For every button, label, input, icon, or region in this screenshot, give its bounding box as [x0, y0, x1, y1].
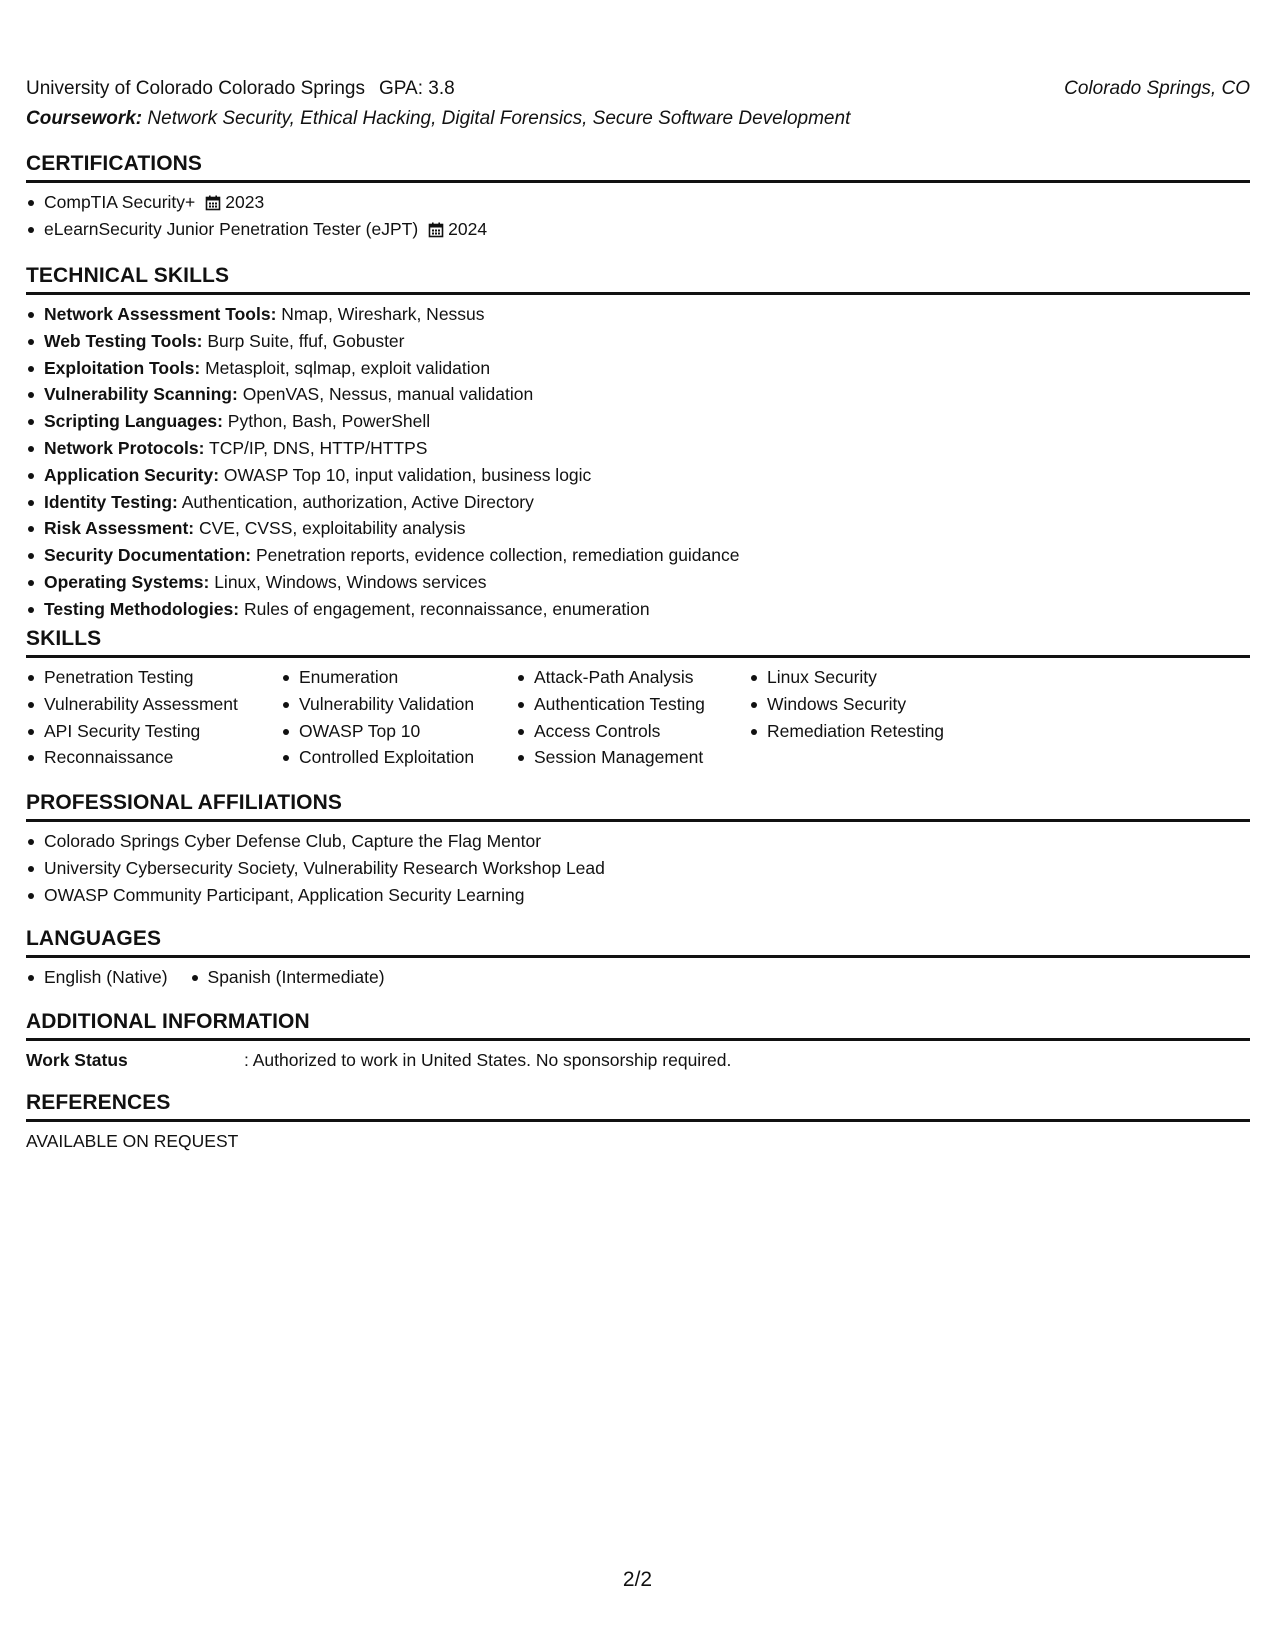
- skills-column: [749, 664, 944, 744]
- education-school-gpa: [26, 78, 455, 100]
- list-item: [26, 462, 1250, 489]
- certification-year: 2024: [448, 218, 488, 239]
- skill-value: Linux, Windows, Windows services: [214, 571, 487, 592]
- skills-grid: [26, 664, 1250, 772]
- list-item: [26, 216, 1250, 243]
- section-title-skills: SKILLS: [26, 626, 1250, 658]
- list-item: [26, 542, 1250, 569]
- list-item: Access Controls: [516, 718, 705, 745]
- skill-value: Burp Suite, ffuf, Gobuster: [207, 330, 405, 351]
- education-line: [26, 78, 1250, 104]
- list-item: [26, 381, 1250, 408]
- list-item: Windows Security: [749, 691, 944, 718]
- list-item: Penetration Testing: [26, 664, 238, 691]
- list-item: Linux Security: [749, 664, 944, 691]
- page-number: 2/2: [622, 1568, 653, 1591]
- skill-value: Metasploit, sqlmap, exploit validation: [205, 357, 491, 378]
- skill-value: Authentication, authorization, Active Directory: [181, 491, 534, 512]
- skill-label: Security Documentation:: [44, 545, 252, 566]
- skill-label: Exploitation Tools:: [44, 357, 201, 378]
- list-item: [26, 408, 1250, 435]
- languages-list: [26, 964, 1250, 991]
- list-item: Authentication Testing: [516, 691, 705, 718]
- skill-label: Scripting Languages:: [44, 411, 223, 432]
- list-item: Session Management: [516, 744, 705, 771]
- certifications-list: [26, 189, 1250, 243]
- skill-label: Operating Systems:: [44, 571, 210, 592]
- skills-section: [26, 626, 1250, 772]
- certifications-section: [26, 151, 1250, 243]
- skill-value: Rules of engagement, reconnaissance, enumeration: [243, 598, 650, 619]
- section-title-affiliations: PROFESSIONAL AFFILIATIONS: [26, 790, 1250, 822]
- skill-label: Testing Methodologies:: [44, 598, 240, 619]
- section-title-certifications: CERTIFICATIONS: [26, 151, 1250, 183]
- list-item: [26, 301, 1250, 328]
- affiliations-section: [26, 790, 1250, 908]
- skill-label: Vulnerability Scanning:: [44, 384, 238, 405]
- list-item: [26, 569, 1250, 596]
- list-item: [26, 328, 1250, 355]
- coursework-label: Coursework:: [26, 108, 143, 129]
- coursework-list: Network Security, Ethical Hacking, Digital Forensics, Secure Software Development: [147, 108, 851, 129]
- skill-value: Penetration reports, evidence collection, remediation guidance: [256, 545, 740, 566]
- references-text: AVAILABLE ON REQUEST: [26, 1131, 239, 1151]
- list-item: Vulnerability Assessment: [26, 691, 238, 718]
- list-item: OWASP Community Participant, Application Security Learning: [26, 882, 1250, 909]
- list-item: Controlled Exploitation: [281, 744, 474, 771]
- references-section: [26, 1090, 1250, 1154]
- list-item: [26, 515, 1250, 542]
- section-title-technical-skills: TECHNICAL SKILLS: [26, 263, 1250, 295]
- additional-info-section: [26, 1009, 1250, 1073]
- list-item: Enumeration: [281, 664, 474, 691]
- list-item: Colorado Springs Cyber Defense Club, Capture the Flag Mentor: [26, 828, 1250, 855]
- skill-value: Nmap, Wireshark, Nessus: [281, 304, 485, 324]
- list-item: [26, 489, 1250, 516]
- work-status-label: Work Status: [26, 1050, 128, 1070]
- skill-label: Risk Assessment:: [44, 518, 195, 539]
- coursework-line: [26, 108, 850, 130]
- section-title-references: REFERENCES: [26, 1090, 1250, 1122]
- certification-year: 2023: [225, 192, 265, 212]
- education-location: Colorado Springs, CO: [1064, 78, 1250, 99]
- list-item: Attack-Path Analysis: [516, 664, 705, 691]
- skill-label: Application Security:: [44, 464, 220, 485]
- resume-page: [26, 0, 1250, 1650]
- list-item: English (Native): [26, 964, 168, 991]
- school-name: University of Colorado Colorado Springs: [26, 78, 365, 99]
- skill-label: Identity Testing:: [44, 491, 178, 512]
- skill-value: OpenVAS, Nessus, manual validation: [242, 384, 534, 405]
- work-status-row: [26, 1047, 1250, 1073]
- work-status-value: : Authorized to work in United States. No sponsorship required.: [244, 1050, 732, 1070]
- skills-column: [26, 664, 238, 771]
- list-item: [26, 596, 1250, 623]
- list-item: Reconnaissance: [26, 744, 238, 771]
- list-item: [26, 189, 1250, 216]
- skills-column: [281, 664, 474, 771]
- skill-label: Web Testing Tools:: [44, 330, 203, 351]
- list-item: Remediation Retesting: [749, 718, 944, 745]
- list-item: [26, 355, 1250, 382]
- skill-value: CVE, CVSS, exploitability analysis: [199, 518, 466, 539]
- skill-value: Python, Bash, PowerShell: [227, 411, 431, 432]
- skill-value: OWASP Top 10, input validation, business logic: [223, 464, 592, 485]
- calendar-icon: [205, 192, 221, 219]
- skill-label: Network Protocols:: [44, 437, 205, 458]
- certification-name: eLearnSecurity Junior Penetration Tester (eJPT): [44, 218, 419, 239]
- skill-value: TCP/IP, DNS, HTTP/HTTPS: [209, 437, 428, 458]
- list-item: University Cybersecurity Society, Vulnerability Research Workshop Lead: [26, 855, 1250, 882]
- list-item: Vulnerability Validation: [281, 691, 474, 718]
- gpa: GPA: 3.8: [379, 78, 455, 99]
- technical-skills-section: [26, 263, 1250, 623]
- affiliations-list: [26, 828, 1250, 908]
- list-item: OWASP Top 10: [281, 718, 474, 745]
- section-title-languages: LANGUAGES: [26, 926, 1250, 958]
- languages-section: [26, 926, 1250, 991]
- list-item: API Security Testing: [26, 718, 238, 745]
- skills-column: [516, 664, 705, 771]
- list-item: [26, 435, 1250, 462]
- list-item: Spanish (Intermediate): [190, 964, 385, 991]
- certification-name: CompTIA Security+: [44, 192, 196, 212]
- technical-skills-list: [26, 301, 1250, 623]
- calendar-icon: [428, 219, 444, 246]
- skill-label: Network Assessment Tools:: [44, 304, 277, 324]
- section-title-additional-info: ADDITIONAL INFORMATION: [26, 1009, 1250, 1041]
